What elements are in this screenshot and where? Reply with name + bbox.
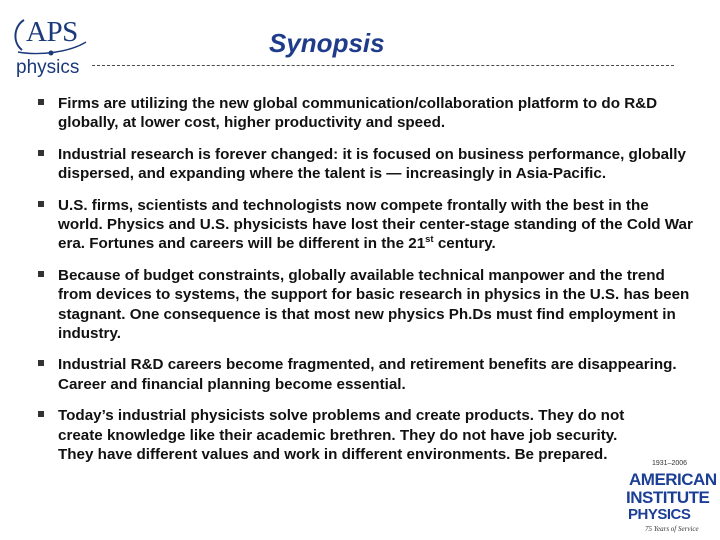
bullet-item bbox=[34, 94, 694, 133]
slide-title: Synopsis bbox=[269, 28, 385, 58]
bullet-text: Because of budget constraints, globally available technical manpower and the trend from devices to systems, the support for basic research in physics in the U.S. has been stagnant. One consequence is that most new physics Ph.Ds must find employment in industry. bbox=[58, 266, 690, 343]
bullet-text: Today’s industrial physicists solve problems and create products. They do not create knowledge like their academic brethren. They do not have job security. They have different values and work in different environments. Be prepared. bbox=[58, 407, 625, 464]
bullet-item bbox=[34, 266, 694, 344]
square-bullet-icon bbox=[38, 201, 44, 207]
square-bullet-icon bbox=[38, 99, 44, 105]
bullet-text: Industrial research is forever changed: it is focused on business performance, globally dispersed, and expanding where the talent is — increasingly in Asia-Pacific. bbox=[58, 145, 686, 183]
bullet-text: Firms are utilizing the new global communication/collaboration platform to do R&D globally, at lower cost, higher productivity and speed. bbox=[58, 95, 658, 132]
title-divider bbox=[92, 65, 674, 66]
aps-logo bbox=[10, 12, 92, 78]
bullet-item bbox=[34, 145, 694, 184]
aip-logo-line2: INSTITUTE bbox=[626, 488, 710, 507]
aip-logo-tagline: 75 Years of Service bbox=[645, 525, 699, 533]
aps-logo-text: APS bbox=[26, 16, 78, 48]
bullet-item bbox=[34, 355, 694, 394]
aps-logo-subtext: physics bbox=[16, 57, 80, 78]
aip-logo-line1: AMERICAN bbox=[629, 470, 717, 489]
bullet-item bbox=[34, 196, 694, 254]
square-bullet-icon bbox=[38, 360, 44, 366]
bullet-list bbox=[34, 94, 694, 465]
bullet-text-part: century. bbox=[433, 235, 496, 253]
aip-logo bbox=[624, 456, 716, 534]
square-bullet-icon bbox=[38, 271, 44, 277]
square-bullet-icon bbox=[38, 411, 44, 417]
bullet-item bbox=[34, 406, 648, 464]
bullet-text-part: U.S. firms, scientists and technologists now compete frontally with the best in the world. Physics and U.S. physicists have lost their center-stage standing of the Cold War era. Fortunes and careers will be different in the 21 bbox=[58, 196, 693, 253]
square-bullet-icon bbox=[38, 150, 44, 156]
ordinal-superscript: st bbox=[425, 234, 434, 246]
bullet-text: Industrial R&D careers become fragmented, and retirement benefits are disappearing. Career and financial planning become essential. bbox=[58, 356, 677, 393]
bullet-text bbox=[58, 197, 693, 253]
aip-logo-line3: PHYSICS bbox=[628, 506, 691, 523]
aip-logo-years: 1931–2006 bbox=[652, 460, 688, 467]
